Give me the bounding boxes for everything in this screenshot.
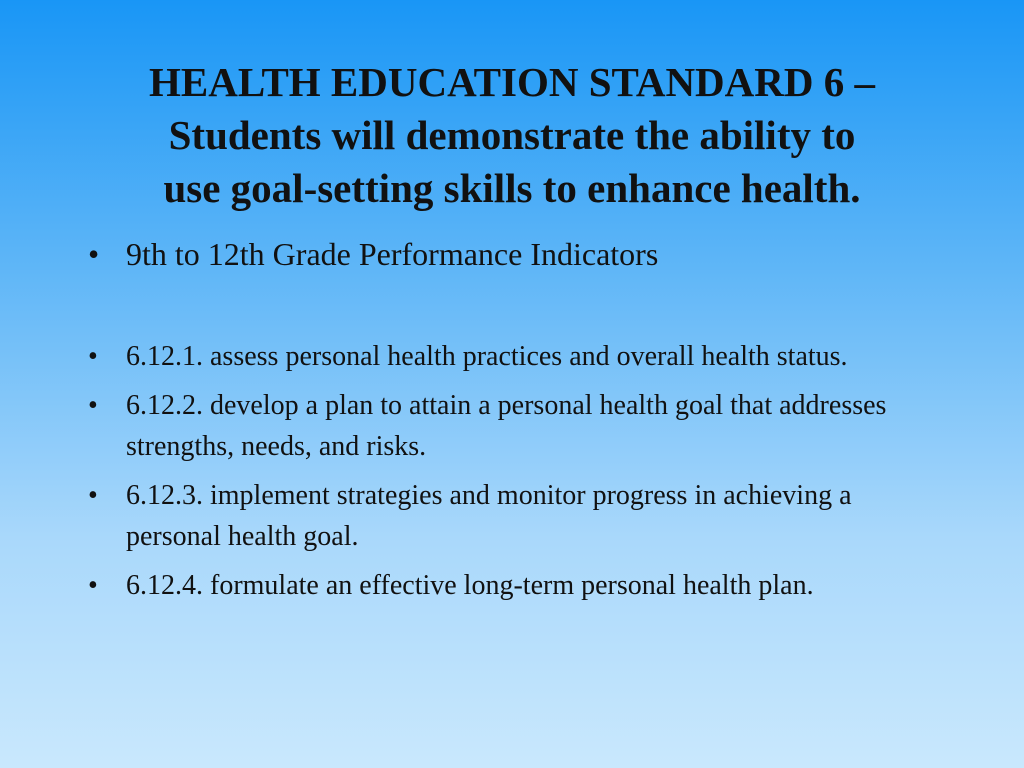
bullet-indicator-6-12-3	[88, 475, 948, 557]
bullet-text: 6.12.4. formulate an effective long-term personal health plan.	[126, 570, 814, 601]
bullet-indicator-6-12-4	[88, 565, 948, 606]
bullet-text: 6.12.1. assess personal health practices and overall health status.	[126, 341, 848, 372]
bullet-list	[88, 232, 948, 614]
slide-title	[0, 56, 1024, 215]
bullet-grade-indicators-heading	[88, 232, 948, 276]
title-line-2: Students will demonstrate the ability to	[168, 112, 856, 158]
title-line-3: use goal-setting skills to enhance health.	[163, 165, 861, 211]
bullet-dot-icon: •	[88, 341, 98, 372]
bullet-dot-icon: •	[88, 480, 98, 511]
bullet-dot-icon: •	[88, 236, 100, 272]
bullet-indicator-6-12-2	[88, 385, 948, 467]
bullet-indicator-6-12-1	[88, 336, 948, 377]
bullet-dot-icon: •	[88, 390, 98, 421]
bullet-text: 6.12.3. implement strategies and monitor progress in achieving a personal health goal.	[126, 480, 852, 552]
bullet-text: 9th to 12th Grade Performance Indicators	[126, 236, 659, 272]
bullet-dot-icon: •	[88, 570, 98, 601]
title-line-1: HEALTH EDUCATION STANDARD 6 –	[149, 59, 875, 105]
bullet-text: 6.12.2. develop a plan to attain a personal health goal that addresses strengths, needs, and risks.	[126, 390, 887, 462]
